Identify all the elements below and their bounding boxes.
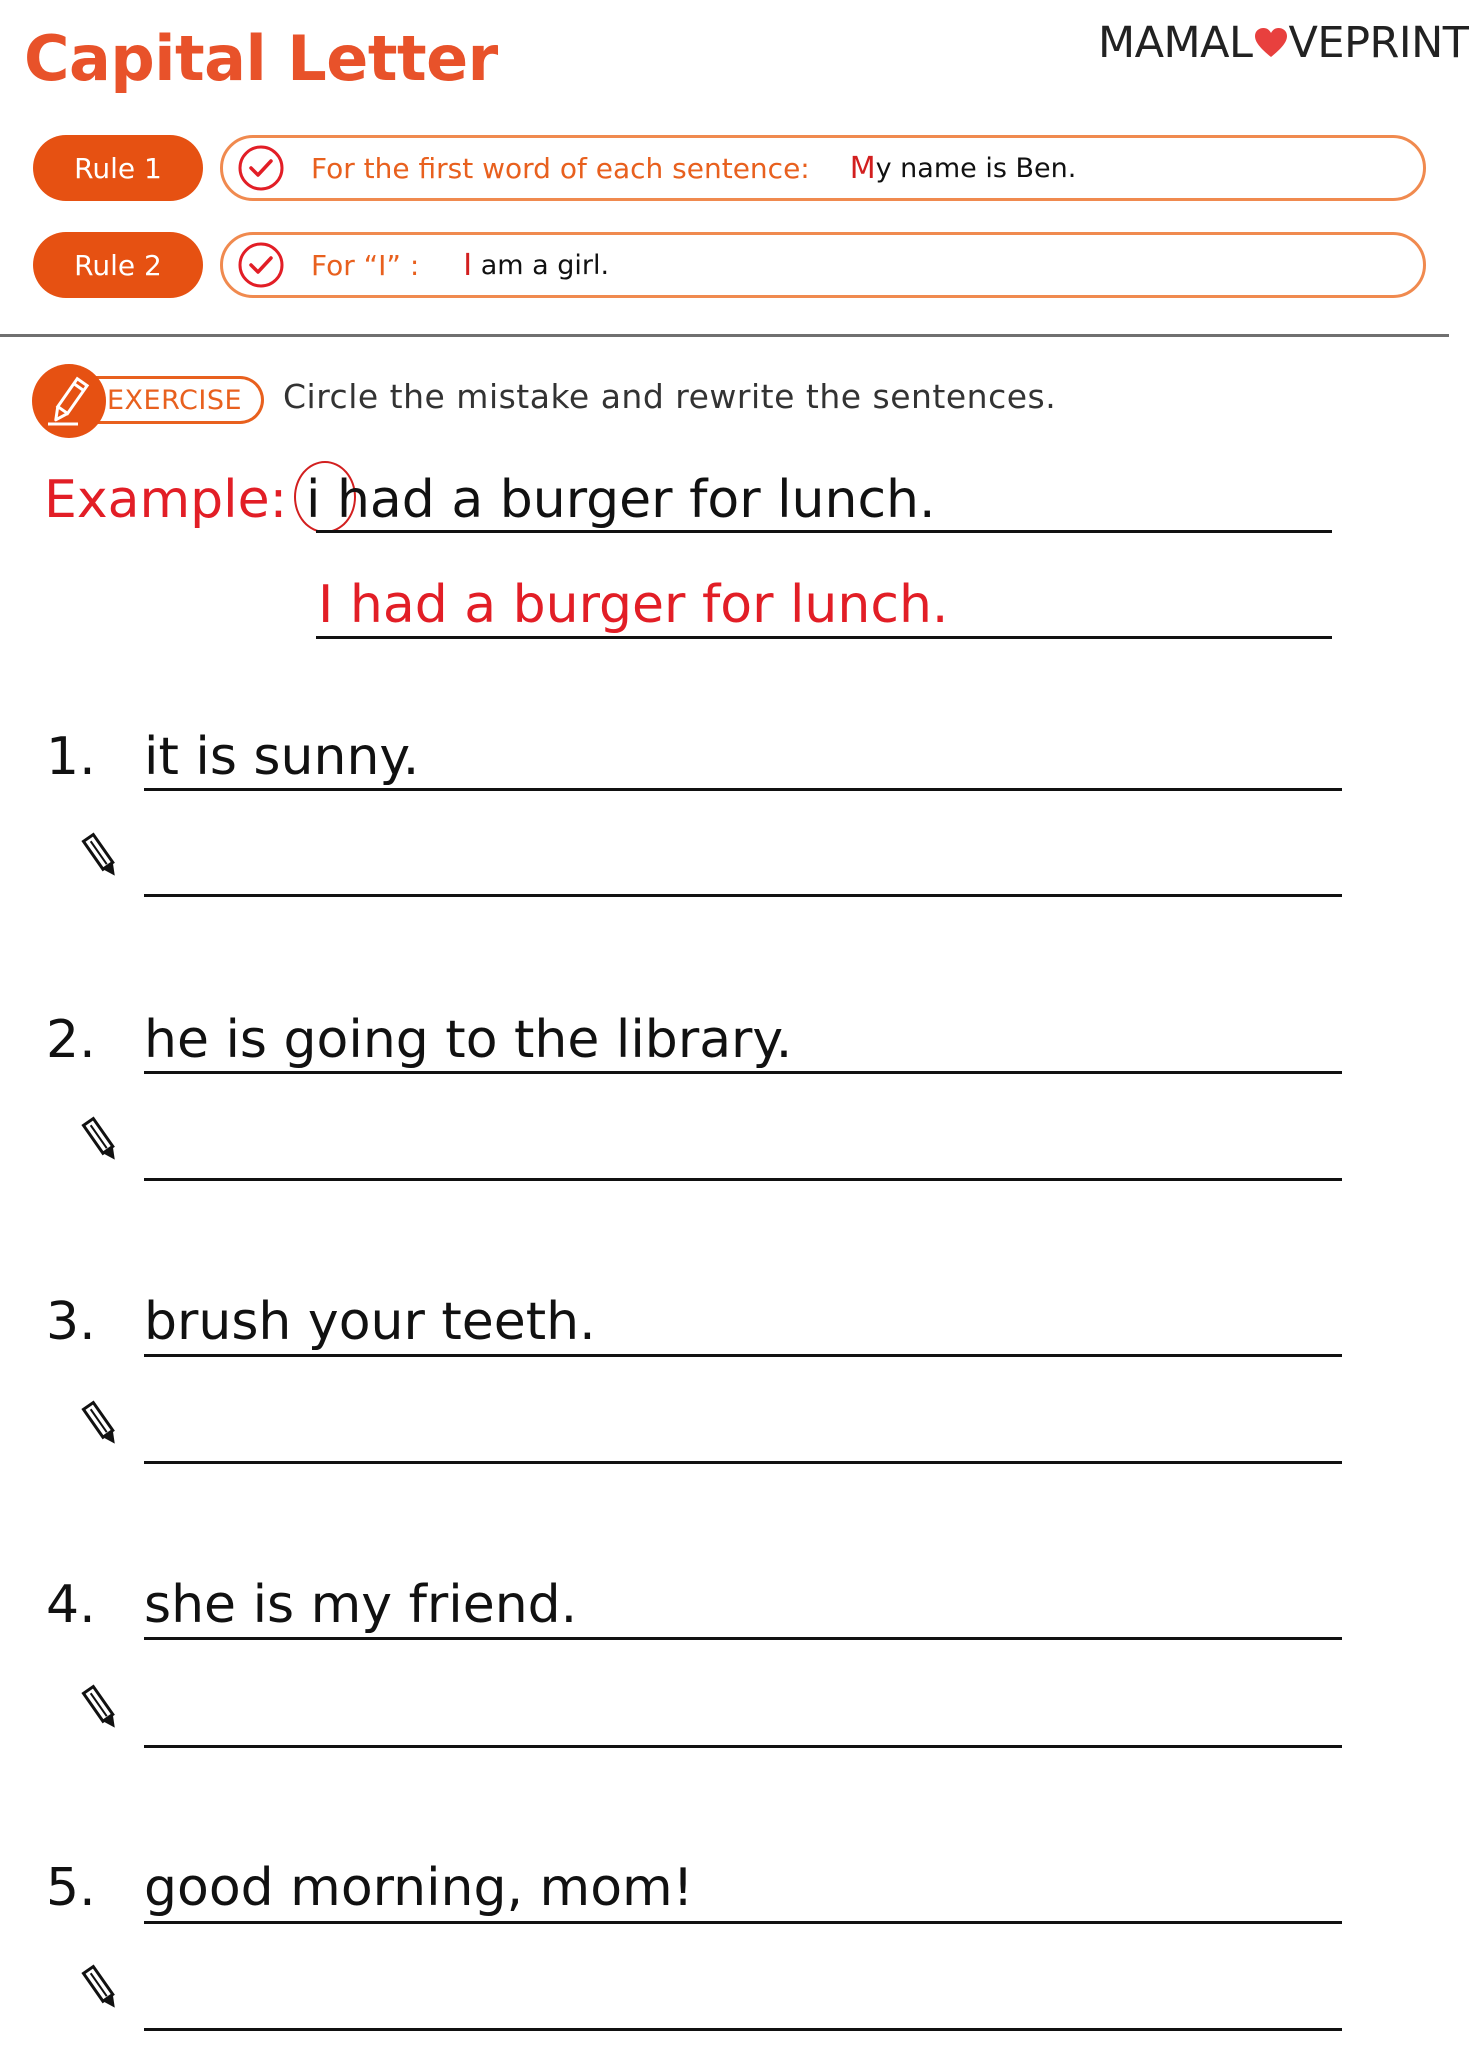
example-line (316, 530, 1332, 533)
exercise-icon-circle (32, 364, 106, 438)
rule-1-box (220, 135, 1426, 201)
rule-2-example-capital: I (463, 247, 473, 283)
item-number: 3. (46, 1292, 96, 1352)
rule-1-text: For the first word of each sentence: (311, 151, 810, 185)
example-sentence: i had a burger for lunch. (306, 470, 936, 530)
answer-line[interactable] (144, 1745, 1342, 1748)
item-number: 5. (46, 1858, 96, 1918)
sentence-line (144, 1637, 1342, 1640)
pencil-icon (32, 364, 106, 438)
item-sentence: good morning, mom! (144, 1858, 694, 1918)
exercise-instruction: Circle the mistake and rewrite the sentences. (283, 377, 1057, 416)
heart-icon (1254, 27, 1288, 59)
item-number: 4. (46, 1575, 96, 1635)
exercise-badge: EXERCISE (88, 376, 264, 424)
item-number: 2. (46, 1010, 96, 1070)
sentence-line (144, 788, 1342, 791)
rule-1-example-capital: M (849, 150, 876, 186)
item-number: 1. (46, 727, 96, 787)
sentence-line (144, 1071, 1342, 1074)
divider (0, 334, 1449, 337)
example-label: Example: (44, 470, 288, 530)
pencil-icon (80, 1396, 122, 1452)
rule-1-pill: Rule 1 (33, 135, 203, 201)
example-answer-line (316, 636, 1332, 639)
example-answer: I had a burger for lunch. (318, 575, 949, 635)
pencil-icon (80, 1960, 122, 2016)
rule-2-box (220, 232, 1426, 298)
pencil-icon (80, 828, 122, 884)
sentence-line (144, 1921, 1342, 1924)
pencil-icon (80, 1680, 122, 1736)
rule-2-text: For “I” : (311, 248, 420, 282)
answer-line[interactable] (144, 894, 1342, 897)
item-sentence: she is my friend. (144, 1575, 578, 1635)
check-circle-icon (237, 241, 285, 289)
pencil-icon (80, 1112, 122, 1168)
brand-right-text: VEPRINT (1288, 18, 1469, 68)
rule-2-example-rest: am a girl. (472, 249, 610, 281)
rule-2-pill: Rule 2 (33, 232, 203, 298)
sentence-line (144, 1354, 1342, 1357)
brand-left-text: MAMAL (1098, 18, 1253, 68)
item-sentence: it is sunny. (144, 727, 420, 787)
check-circle-icon (237, 144, 285, 192)
brand-logo (1098, 18, 1469, 68)
answer-line[interactable] (144, 2028, 1342, 2031)
item-sentence: he is going to the library. (144, 1010, 793, 1070)
answer-line[interactable] (144, 1178, 1342, 1181)
rule-1-example-rest: y name is Ben. (875, 152, 1077, 184)
answer-line[interactable] (144, 1461, 1342, 1464)
page-title: Capital Letter (24, 22, 498, 95)
item-sentence: brush your teeth. (144, 1292, 596, 1352)
